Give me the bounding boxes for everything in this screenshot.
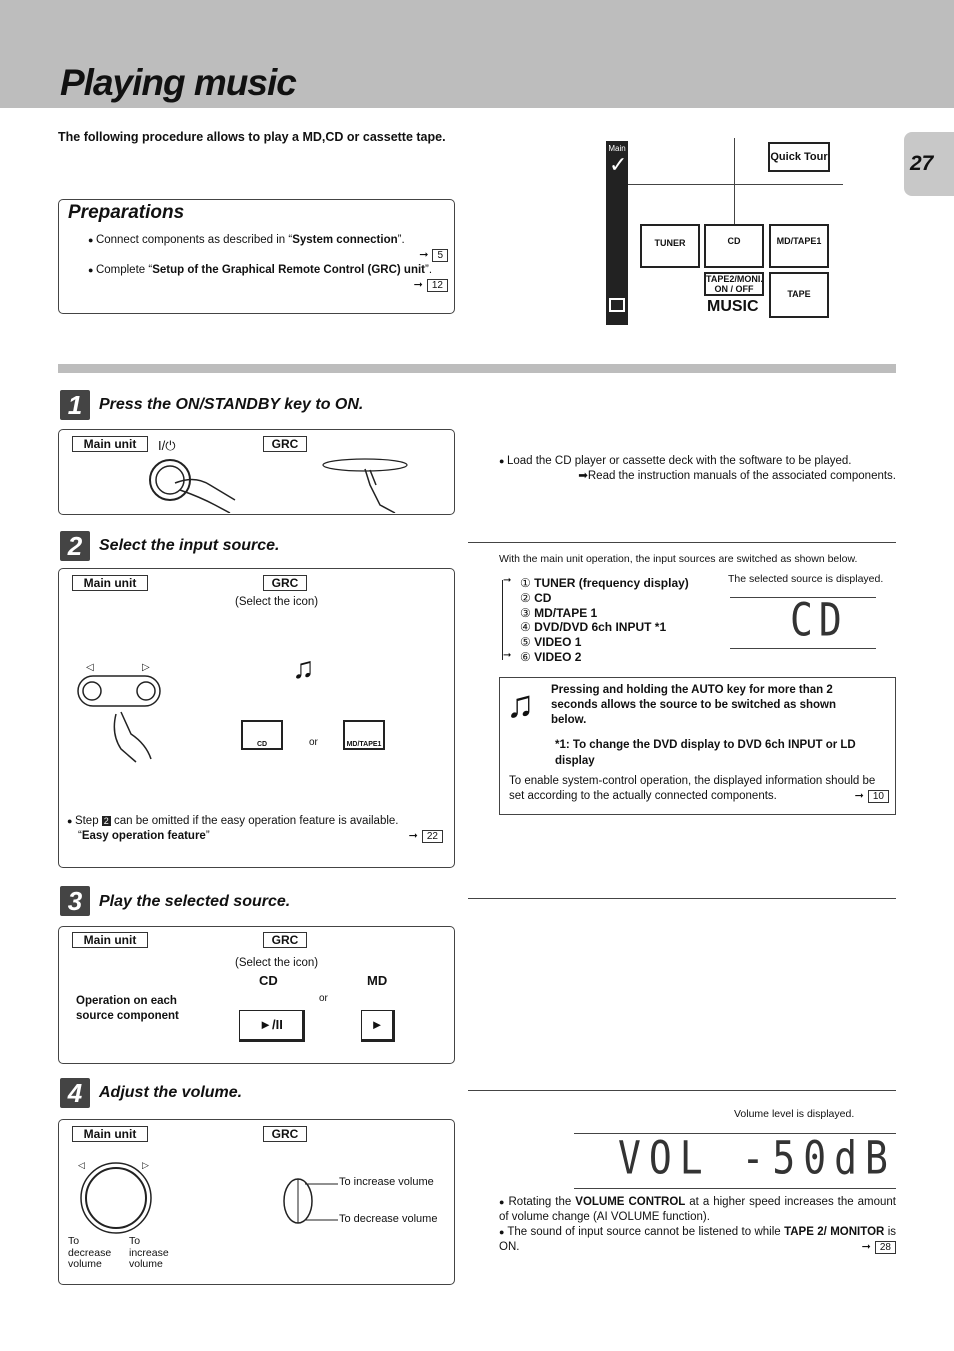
cd-play-pause-button[interactable]: ►/II <box>239 1010 305 1042</box>
music-note-icon: ♫ <box>506 684 535 726</box>
grc-decrease-label: To decrease volume <box>339 1213 438 1225</box>
input-selector-hand-illustration <box>76 674 166 764</box>
ref-page-28[interactable]: 28 <box>875 1241 896 1254</box>
step-3-title: Play the selected source. <box>99 893 291 910</box>
step-1-note-2: ➡Read the instruction manuals of the associated components. <box>578 470 896 482</box>
quick-tour-icon[interactable]: Quick Tour <box>768 142 830 172</box>
checkmark-icon: ✓ <box>609 152 628 177</box>
ref-page-5[interactable]: 5 <box>432 249 448 262</box>
preparations-title: Preparations <box>68 202 185 223</box>
step-2-omit-note: ● Step 2 can be omitted if the easy operation feature is available. <box>67 814 447 829</box>
step-2-grc-tag: GRC <box>263 575 307 591</box>
step-4-number: 4 <box>60 1078 90 1108</box>
step-1-number: 1 <box>60 390 90 420</box>
step-2-easy-op: “Easy operation feature” ➞ 22 <box>78 829 443 844</box>
step-4-main-unit-tag: Main unit <box>72 1126 148 1142</box>
step-3-cd-label: CD <box>259 973 278 988</box>
power-button-hand-illustration <box>140 455 240 513</box>
ref-page-22[interactable]: 22 <box>422 830 443 843</box>
step-2-number: 2 <box>60 531 90 561</box>
tape2-moni-label: TAPE2/MONI. <box>706 274 763 284</box>
volume-bullet-2: ● The sound of input source cannot be listened to while TAPE 2/ MONITOR is ON. ➞ 28 <box>499 1225 896 1255</box>
cd-select-icon[interactable]: CD <box>241 720 283 750</box>
tape2-moni-onoff-icon[interactable] <box>704 272 764 296</box>
volume-bullet-1: ● Rotating the VOLUME CONTROL at a higher speed increases the amount of volume change (AI VOLUME function). <box>499 1195 896 1225</box>
switch-intro: With the main unit operation, the input sources are switched as shown below. <box>499 553 858 565</box>
system-control-note: To enable system-control operation, the displayed information should be set according to the actually connected components. ➞ 10 <box>509 774 889 804</box>
section-divider <box>58 364 896 373</box>
cycle-arrow-icon-2: ➞ <box>503 650 512 661</box>
step-3-md-label: MD <box>367 973 388 988</box>
cycle-arrow-icon: ➞ <box>503 575 512 586</box>
knob-arrow-right-icon: ▷ <box>142 1160 149 1170</box>
knob-increase-label: To increase volume <box>129 1235 169 1270</box>
grc-touch-hand-illustration <box>320 455 420 513</box>
source-item: ③ MD/TAPE 1 <box>520 605 598 620</box>
intro-text: The following procedure allows to play a MD,CD or cassette tape. <box>58 130 446 144</box>
source-item: ⑤ VIDEO 1 <box>520 635 582 650</box>
page-title: Playing music <box>60 62 296 103</box>
step-3-or: or <box>319 993 328 1004</box>
ref-page-10[interactable]: 10 <box>868 790 889 803</box>
md-tape1-select-icon[interactable]: MD/TAPE1 <box>343 720 385 750</box>
step-1-grc-tag: GRC <box>263 436 307 452</box>
source-item: ② CD <box>520 590 552 605</box>
grc-main-label: Main <box>608 144 626 153</box>
prep-item-2: ● Complete “Setup of the Graphical Remote Control (GRC) unit”. ➞ 12 <box>88 263 448 293</box>
step-2-select-icon: (Select the icon) <box>235 596 319 608</box>
source-cycle-bracket <box>502 580 516 660</box>
step-4-title: Adjust the volume. <box>99 1084 243 1101</box>
source-item: ① TUNER (frequency display) <box>520 576 689 590</box>
volume-display-text: VOL -50dB <box>618 1131 896 1185</box>
dvd-note: *1: To change the DVD display to DVD 6ch INPUT or LD display <box>555 739 856 767</box>
music-notes-icon: ♫ <box>292 652 315 685</box>
source-list <box>520 576 689 665</box>
grc-screen-illustration <box>603 138 853 328</box>
step-4-grc-tag: GRC <box>263 1126 307 1142</box>
knob-decrease-label: To decrease volume <box>68 1235 112 1270</box>
cd-icon[interactable]: CD <box>704 224 764 268</box>
page-number: 27 <box>910 152 934 175</box>
operation-text: Operation on each source component <box>76 995 179 1022</box>
power-symbol: I/⏻ <box>158 438 176 453</box>
grc-increase-label: To increase volume <box>339 1176 434 1188</box>
on-off-label: ON / OFF <box>714 284 754 294</box>
auto-key-note: Pressing and holding the AUTO key for more than 2 seconds allows the source to be switched as shown below. <box>551 684 837 726</box>
prep-item-1: ● Connect components as described in “System connection”. ➞ 5 <box>88 233 448 263</box>
step-3-grc-tag: GRC <box>263 932 307 948</box>
step-1-main-unit-tag: Main unit <box>72 436 148 452</box>
step-2-or: or <box>309 737 318 748</box>
step-2-main-unit-tag: Main unit <box>72 575 148 591</box>
step-2-title: Select the input source. <box>99 537 280 554</box>
arrow-right-icon: ▷ <box>142 662 150 673</box>
source-display-text: CD <box>790 593 848 647</box>
monitor-icon <box>609 298 625 312</box>
source-item: ⑥ VIDEO 2 <box>520 649 582 664</box>
step-1-note: ● Load the CD player or cassette deck with the software to be played. <box>499 454 896 469</box>
step-3-select-icon: (Select the icon) <box>235 957 319 969</box>
display-caption: The selected source is displayed. <box>728 573 884 585</box>
arrow-left-icon: ◁ <box>86 662 94 673</box>
step-1-title: Press the ON/STANDBY key to ON. <box>99 396 364 413</box>
tape-icon[interactable]: TAPE <box>769 272 829 318</box>
knob-arrow-left-icon: ◁ <box>78 1160 85 1170</box>
md-play-button[interactable]: ► <box>361 1010 395 1042</box>
step-3-main-unit-tag: Main unit <box>72 932 148 948</box>
step-2-inline-num: 2 <box>103 816 109 826</box>
tuner-icon[interactable]: TUNER <box>640 224 700 268</box>
music-label: MUSIC <box>707 298 759 315</box>
ref-page-12[interactable]: 12 <box>427 279 448 292</box>
md-tape1-icon[interactable]: MD/TAPE1 <box>769 224 829 268</box>
source-item: ④ DVD/DVD 6ch INPUT *1 <box>520 620 667 635</box>
grc-volume-dial-illustration[interactable] <box>280 1175 340 1227</box>
volume-knob-illustration[interactable] <box>78 1160 154 1236</box>
step-3-number: 3 <box>60 886 90 916</box>
volume-display-caption: Volume level is displayed. <box>734 1108 855 1120</box>
